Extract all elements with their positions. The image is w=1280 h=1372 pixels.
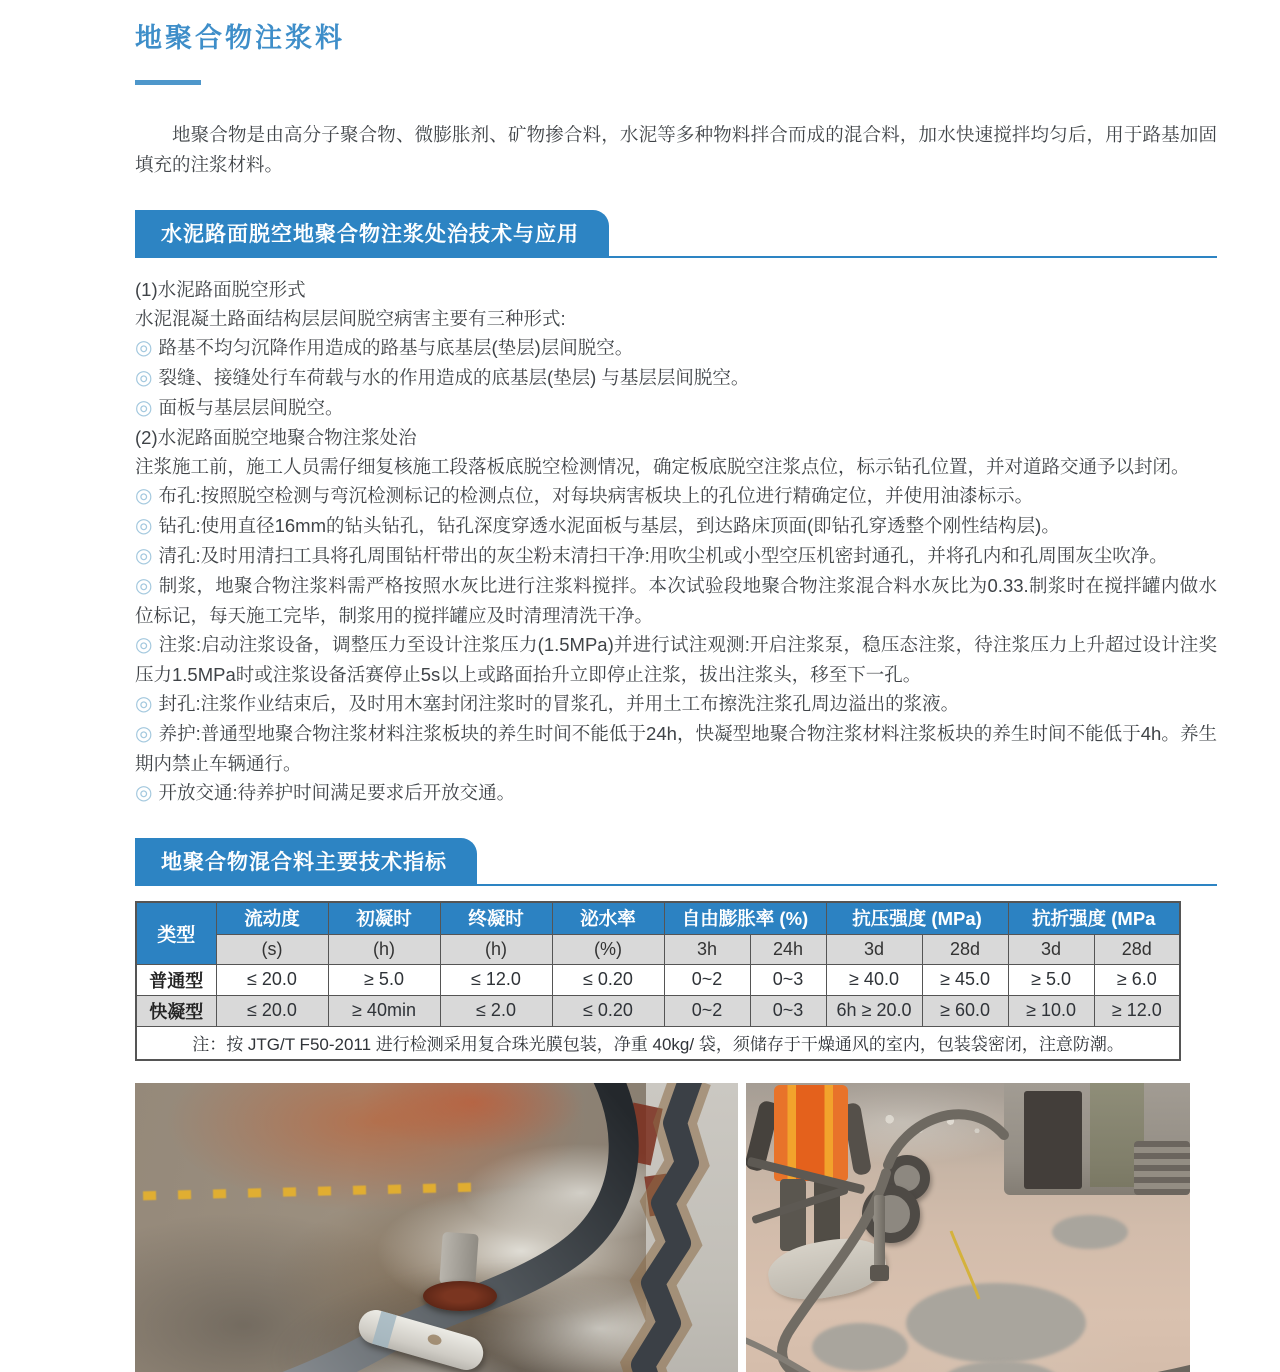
col-header-flexural: 抗折强度 (MPa [1008, 902, 1180, 934]
table-row-ordinary [136, 964, 1180, 995]
crack-and-hose-art [135, 1083, 738, 1372]
intro-paragraph: 地聚合物是由高分子聚合物、微膨胀剂、矿物掺合料，水泥等多种物料拌合而成的混合料，加水快速搅拌均匀后，用于路基加固填充的注浆材料。 [135, 124, 1217, 175]
ring-bullet-icon: ◎ [135, 782, 153, 804]
worker-leg [780, 1179, 806, 1251]
value-cell: 0~2 [664, 995, 750, 1026]
list-item: ◎ 开放交通:待养护时间满足要求后开放交通。 [135, 782, 516, 804]
value-cell: 0~2 [664, 964, 750, 995]
grout-puddle [906, 1283, 1086, 1363]
rubble-debris [806, 1101, 996, 1149]
list-item: ◎ 布孔:按照脱空检测与弯沉检测标记的检测点位，对每块病害板块上的孔位进行精确定位，并使用油漆标示。 [135, 485, 1034, 507]
value-cell: ≤ 0.20 [552, 964, 664, 995]
rust-patch [644, 1174, 671, 1217]
injection-standpipe [874, 1195, 885, 1273]
col-header-final-set: 终凝时 [440, 902, 552, 934]
section-header-1-label: 水泥路面脱空地聚合物注浆处治技术与应用 [135, 210, 609, 256]
pipe-stack [1134, 1141, 1190, 1195]
col-header-bleeding: 泌水率 [552, 902, 664, 934]
yellow-paint-marks [143, 1183, 473, 1201]
worker-arm [746, 1100, 780, 1173]
ring-bullet-icon: ◎ [135, 575, 153, 597]
grout-puddle [1052, 1215, 1128, 1249]
unit-cell: (s) [216, 934, 328, 964]
list-item: ◎ 封孔:注浆作业结束后，及时用木塞封闭注浆时的冒浆孔，并用土工布擦洗注浆孔周边溢出的浆液。 [135, 693, 960, 715]
value-cell: ≤ 0.20 [552, 995, 664, 1026]
section-header-2-label: 地聚合物混合料主要技术指标 [135, 838, 477, 884]
list-item: (1)水泥路面脱空形式 [135, 279, 306, 300]
value-cell: ≥ 60.0 [922, 995, 1008, 1026]
sub-header-cell: 28d [922, 934, 1008, 964]
list-item: ◎ 路基不均匀沉降作用造成的路基与底基层(垫层)层间脱空。 [135, 337, 634, 359]
value-cell: 0~3 [750, 964, 826, 995]
worker-arm [842, 1102, 872, 1176]
list-item: ◎ 钻孔:使用直径16mm的钻头钻孔，钻孔深度穿透水泥面板与基层，到达路床顶面(即钻孔穿透整个刚性结构层)。 [135, 515, 1060, 537]
ring-bullet-icon: ◎ [135, 485, 153, 507]
sub-header-cell: 3h [664, 934, 750, 964]
ring-bullet-icon: ◎ [135, 515, 153, 537]
table-row-rapid [136, 995, 1180, 1026]
list-item: ◎ 注浆:启动注浆设备，调整压力至设计注浆压力(1.5MPa)并进行试注观测:开启注浆泵，稳压态注浆，待注浆压力上升超过设计注奖压力1.5MPa时或注浆设备活赛停止5s以上或路面抬升立即停止注浆，拔出注浆头，移至下一孔。 [135, 634, 1217, 685]
ring-bullet-icon: ◎ [135, 693, 153, 715]
table-header-row-2 [136, 934, 1180, 964]
ring-bullet-icon: ◎ [135, 397, 153, 419]
cart-frame [751, 1186, 849, 1225]
value-cell: 6h ≥ 20.0 [826, 995, 922, 1026]
value-cell: ≤ 2.0 [440, 995, 552, 1026]
list-item: 水泥混凝土路面结构层层间脱空病害主要有三种形式: [135, 308, 566, 329]
cart-frame [747, 1157, 866, 1195]
rust-patch [621, 1103, 662, 1166]
cement-sack [764, 1231, 890, 1307]
cart-wheel [884, 1155, 930, 1201]
grout-puddle [812, 1323, 908, 1371]
ring-bullet-icon: ◎ [135, 367, 153, 389]
technical-spec-table [135, 901, 1181, 1061]
value-cell: ≥ 10.0 [1008, 995, 1094, 1026]
table-note: 注：按 JTG/T F50-2011 进行检测采用复合珠光膜包装，净重 40kg/ 袋，须储存于干燥通风的室内，包装袋密闭，注意防潮。 [136, 1026, 1180, 1060]
value-cell: ≥ 45.0 [922, 964, 1008, 995]
list-item: ◎ 制浆，地聚合物注浆料需严格按照水灰比进行注浆料搅拌。本次试验段地聚合物注浆混合料水灰比为0.33.制浆时在搅拌罐内做水位标记，每天施工完毕，制浆用的搅拌罐应及时清理清洗干净。 [135, 575, 1218, 626]
value-cell: ≥ 6.0 [1094, 964, 1180, 995]
wet-grout-stain [257, 1239, 672, 1372]
col-header-expansion: 自由膨胀率 (%) [664, 902, 826, 934]
title-underline-dash [135, 80, 201, 85]
grout-puddle [942, 1361, 1060, 1372]
cart-wheel [862, 1185, 920, 1243]
value-cell: ≥ 5.0 [1008, 964, 1094, 995]
value-cell: ≤ 20.0 [216, 995, 328, 1026]
procedure-list [135, 275, 1217, 808]
col-header-initial-set: 初凝时 [328, 902, 440, 934]
sub-header-cell: 3d [826, 934, 922, 964]
value-cell: ≥ 40min [328, 995, 440, 1026]
worker-leg [814, 1179, 840, 1257]
value-cell: ≥ 5.0 [328, 964, 440, 995]
photo-strip [135, 1083, 1220, 1372]
list-item: (2)水泥路面脱空地聚合物注浆处治 [135, 427, 417, 448]
ring-bullet-icon: ◎ [135, 337, 153, 359]
unit-cell: (%) [552, 934, 664, 964]
list-item: ◎ 养护:普通型地聚合物注浆材料注浆板块的养生时间不能低于24h，快凝型地聚合物注浆材料注浆板块的养生时间不能低于4h。养生期内禁止车辆通行。 [135, 723, 1218, 774]
list-item: 注浆施工前，施工人员需仔细复核施工段落板底脱空检测情况，确定板底脱空注浆点位，标示钻孔位置，并对道路交通予以封闭。 [135, 456, 1190, 477]
unit-cell: (h) [328, 934, 440, 964]
row-type-cell: 快凝型 [136, 995, 216, 1026]
page-title: 地聚合物注浆料 [135, 23, 345, 53]
list-item: ◎ 面板与基层层间脱空。 [135, 397, 344, 419]
photo-grouting-site-worker [746, 1083, 1190, 1372]
core-sample-cylinder [355, 1306, 487, 1372]
col-header-fluidity: 流动度 [216, 902, 328, 934]
hose-art [746, 1083, 1190, 1372]
injection-standpipe-base [870, 1265, 889, 1281]
unit-cell: (h) [440, 934, 552, 964]
grout-mixer-machine [1004, 1083, 1190, 1195]
sub-header-cell: 24h [750, 934, 826, 964]
value-cell: 0~3 [750, 995, 826, 1026]
injection-port-flange [423, 1281, 497, 1311]
table-note-row [136, 1026, 1180, 1060]
section-header-1 [135, 210, 1217, 258]
ring-bullet-icon: ◎ [135, 723, 153, 745]
ring-bullet-icon: ◎ [135, 545, 153, 567]
table-header-row-1 [136, 902, 1180, 934]
photo-grouting-hose-on-pavement [135, 1083, 738, 1372]
value-cell: ≥ 12.0 [1094, 995, 1180, 1026]
value-cell: ≥ 40.0 [826, 964, 922, 995]
row-type-cell: 普通型 [136, 964, 216, 995]
value-cell: ≤ 12.0 [440, 964, 552, 995]
col-header-compressive: 抗压强度 (MPa) [826, 902, 1008, 934]
sub-header-cell: 28d [1094, 934, 1180, 964]
injection-fitting [439, 1232, 479, 1286]
list-item: ◎ 清孔:及时用清扫工具将孔周围钻杆带出的灰尘粉末清扫干净:用吹尘机或小型空压机密封通孔，并将孔内和孔周围灰尘吹净。 [135, 545, 1168, 567]
sub-header-cell: 3d [1008, 934, 1094, 964]
ring-bullet-icon: ◎ [135, 634, 153, 656]
col-header-type: 类型 [136, 902, 216, 964]
list-item: ◎ 裂缝、接缝处行车荷载与水的作用造成的底基层(垫层) 与基层层间脱空。 [135, 367, 750, 389]
concrete-strip [646, 1083, 738, 1372]
value-cell: ≤ 20.0 [216, 964, 328, 995]
worker-safety-vest [774, 1085, 848, 1181]
section-header-2 [135, 838, 1217, 886]
